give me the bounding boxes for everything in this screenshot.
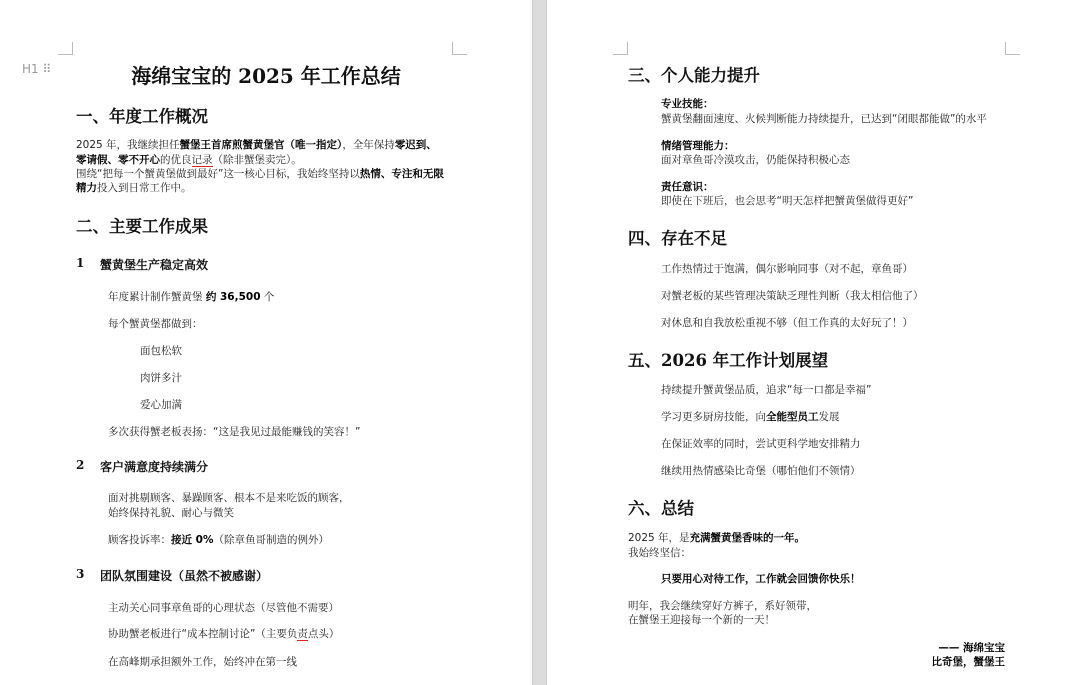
paragraph-line [76,153,302,167]
spellcheck-flagged-text: 责 [297,628,308,640]
subsection-heading: 团队氛围建设（虽然不被感谢） [100,569,269,583]
text-run: 在保证效率的同时，尝试更科学地安排精力 [661,438,861,450]
paragraph-line [661,289,924,303]
text-run: ，全年保持 [342,139,395,151]
text-run: 顾客投诉率： [108,534,171,546]
paragraph-line [661,112,987,126]
bold-text: 全能型员工 [766,411,819,423]
subsection-heading: 蟹黄堡生产稳定高效 [100,258,209,272]
margin-corner-mark [613,42,628,55]
paragraph-line [628,599,817,613]
paragraph-line [108,290,274,304]
paragraph-line [108,506,234,520]
text-run: 学习更多厨房技能，向 [661,411,766,423]
drag-handle-icon[interactable]: ⠿ [42,62,52,76]
section-heading: 一、年度工作概况 [76,107,208,126]
text-run: 肉饼多汁 [140,372,182,384]
text-run: 围绕“把每一个蟹黄堡做到最好”这一核心目标，我始终坚持以 [76,168,360,180]
paragraph-line [661,262,913,276]
text-run: 蟹黄堡翻面速度、火候判断能力持续提升，已达到“闭眼都能做”的水平 [661,113,987,125]
text-run: 投入到日常工作中。 [97,182,192,194]
bold-text: 责任意识： [661,181,714,193]
text-run: 对休息和自我放松重视不够（但工作真的太好玩了！） [661,317,913,329]
section-heading: 六、总结 [628,499,694,518]
document-page-1[interactable] [0,0,532,685]
paragraph-line [661,97,714,111]
paragraph-line [628,531,805,545]
margin-corner-mark [452,42,467,55]
text-run: 持续提升蟹黄堡品质，追求“每一口都是幸福” [661,384,872,396]
bold-text: 约 36,500 [205,291,261,303]
text-run: 2025 年，是 [628,532,690,544]
bold-text: 热情、专注和无限 [359,168,444,180]
text-run: 面对章鱼哥冷漠攻击，仍能保持积极心态 [661,154,850,166]
subsection-heading: 客户满意度持续满分 [100,460,209,474]
bold-text: 充满蟹黄堡香味的一年。 [689,532,806,544]
text-run: 爱心加满 [140,399,182,411]
paragraph-line [76,138,437,152]
text-run: 点头） [307,628,340,640]
text-run: 的优良 [160,154,192,166]
paragraph-line [661,437,861,451]
section-heading: 三、个人能力提升 [628,66,760,85]
text-run: 工作热情过于饱满，偶尔影响同事（对不起，章鱼哥） [661,263,913,275]
paragraph-line [661,410,840,424]
section-heading: 二、主要工作成果 [76,217,208,236]
paragraph-line [140,371,182,385]
text-run: 面对挑剔顾客、暴躁顾客、根本不是来吃饭的顾客， [108,492,350,504]
paragraph-line [76,181,192,195]
text-run: （除非蟹堡卖完）。 [212,154,302,166]
paragraph-line [661,180,714,194]
paragraph-line [661,139,735,153]
subsection-number: 1 [76,256,85,270]
text-run: （除章鱼哥制造的例外） [213,534,329,546]
paragraph-line [140,398,182,412]
bold-text: 只要用心对待工作，工作就会回馈你快乐！ [661,573,861,585]
bold-text: 零迟到、 [394,139,437,151]
bold-text: 蟹堡王首席煎蟹黄堡官（唯一指定） [179,139,343,151]
bold-text: 专业技能： [661,98,714,110]
text-run: 主动关心同事章鱼哥的心理状态（尽管他不需要） [108,602,339,614]
text-run: 协助蟹老板进行“成本控制讨论”（主要负 [108,628,298,640]
text-run: 对蟹老板的某些管理决策缺乏理性判断（我太相信他了） [661,290,924,302]
section-heading: 四、存在不足 [628,229,727,248]
text-run: 年度累计制作蟹黄堡 [108,291,206,303]
bold-text: 精力 [76,182,97,194]
text-run: 在蟹堡王迎接每一个新的一天！ [628,614,775,626]
text-run: 多次获得蟹老板表扬：“这是我见过最能赚钱的笑容！” [108,426,361,438]
text-run: 我始终坚信： [628,547,691,559]
paragraph-line [108,655,297,669]
subsection-number: 2 [76,458,85,472]
paragraph-line [108,533,329,547]
paragraph-line [661,572,861,586]
paragraph-line [661,383,871,397]
text-run: 始终保持礼貌、耐心与微笑 [108,507,234,519]
text-run: 在高峰期承担额外工作，始终冲在第一线 [108,656,297,668]
paragraph-line [108,491,350,505]
bold-text: 接近 0% [171,534,214,546]
text-run: 继续用热情感染比奇堡（哪怕他们不领情） [661,465,861,477]
section-heading: 五、2026 年工作计划展望 [628,351,829,370]
paragraph-line [661,464,861,478]
text-run: 面包松软 [140,345,182,357]
paragraph-line [108,627,339,641]
subsection-number: 3 [76,567,85,581]
text-run: 即使在下班后，也会思考“明天怎样把蟹黄堡做得更好” [661,195,914,207]
spellcheck-flagged-text: 记录 [191,154,213,166]
text-run: 个 [260,291,275,303]
paragraph-line [628,613,775,627]
paragraph-line [108,425,360,439]
page-gap-scrollbar[interactable] [532,0,547,685]
document-page-2[interactable] [547,0,1080,685]
text-run: 明年，我会继续穿好方裤子，系好领带， [628,600,817,612]
text-run: 每个蟹黄堡都做到： [108,318,203,330]
paragraph-line [661,316,913,330]
paragraph-line [108,317,203,331]
paragraph-line [661,194,913,208]
paragraph-line [108,601,339,615]
bold-text: 零请假、零不开心 [76,154,160,166]
paragraph-line [628,546,691,560]
text-run: 2025 年，我继续担任 [76,139,180,151]
margin-corner-mark [58,42,73,55]
paragraph-line [76,167,444,181]
heading-marker: H1 [22,62,39,76]
text-run: 发展 [818,411,840,423]
document-title: 海绵宝宝的 2025 年工作总结 [131,64,401,88]
bold-text: 情绪管理能力： [661,140,735,152]
signature-name: —— 海绵宝宝 [938,642,1005,654]
paragraph-line [661,153,850,167]
margin-corner-mark [1005,42,1020,55]
paragraph-line [140,344,182,358]
signature-place: 比奇堡，蟹堡王 [931,656,1005,668]
